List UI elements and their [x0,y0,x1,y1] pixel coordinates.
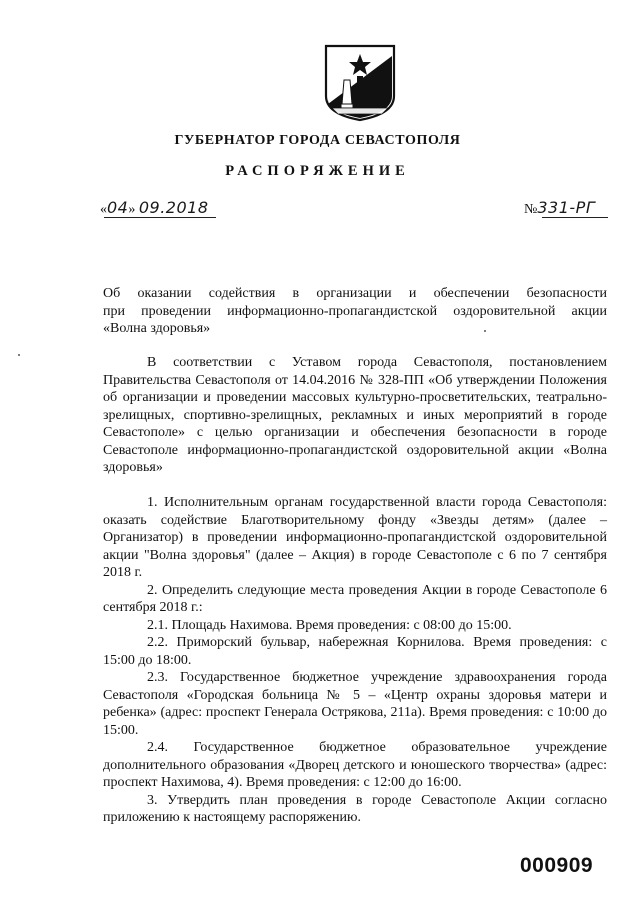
preamble-paragraph: В соответствии с Уставом города Севастополя, постановлением Правительства Севастополя от 14.04.2016 № 328-ПП «Об утверждении Положения об организации и проведении массовых культурно-просветительских, театрально-зрелищных, спортивно-зрелищных, рекламных и иных мероприятий в городе Севастополе» с целью организации и обеспечения безопасности в городе Севастополе информационно-пропагандистской оздоровительной акции «Волна здоровья» [103,355,607,475]
document-number [524,198,595,218]
order-item: 2.3. Государственное бюджетное учреждение здравоохранения города Севастополя «Городская больница № 5 – «Центр охраны здоровья матери и ребенка» (адрес: проспект Генерала Острякова, 211а). Время проведения: с 10:00 до 15:00. [103,670,607,738]
document-type: РАСПОРЯЖЕНИЕ [225,163,410,179]
date-underline [104,217,216,218]
order-item: 2.4. Государственное бюджетное образовательное учреждение дополнительного образования «Дворец детского и юношеского творчества» (адрес: проспект Нахимова, 4). Время проведения: с 12:00 до 16:00. [103,740,607,790]
number-prefix: № [524,202,538,217]
subject-line: Об оказании содействия в организации и обеспечении безопасности [103,286,607,301]
date-open-quote: « [100,202,107,217]
scan-speck [18,354,20,356]
subject-heading [103,285,607,338]
document-serial-number: 000909 [520,854,594,877]
issuer-title: ГУБЕРНАТОР ГОРОДА СЕВАСТОПОЛЯ [174,133,461,148]
number-underline [542,217,608,218]
order-item: 2.2. Приморский бульвар, набережная Корнилова. Время проведения: с 15:00 до 18:00. [103,635,607,668]
order-item: 3. Утвердить план проведения в городе Севастополе Акции согласно приложению к настоящему распоряжению. [103,792,607,825]
subject-line: «Волна здоровья» [103,321,211,336]
subject-line: при проведении информационно-пропагандистской оздоровительной акции [103,303,607,319]
document-date [100,198,209,218]
order-item: 2. Определить следующие места проведения Акции в городе Севастополе 6 сентября 2018 г.: [103,582,607,615]
scan-speck [484,330,486,332]
date-day: 04 [107,198,129,217]
order-item: 2.1. Площадь Нахимова. Время проведения: с 08:00 до 15:00. [147,617,512,633]
sevastopol-coat-of-arms-icon [322,44,398,122]
number-value: 331-РГ [537,198,596,217]
date-month-year: 09.2018 [138,198,209,217]
order-items [103,494,607,827]
date-close-quote: » [128,202,136,217]
order-item: 1. Исполнительным органам государственной власти города Севастополя: оказать содействие Благотворительному фонду «Звезды детям» (далее – Организатор) в проведении информационно-пропагандистской оздоровительной акции "Волна здоровья" (далее – Акция) в городе Севастополе с 6 по 7 сентября 2018 г. [103,495,607,580]
